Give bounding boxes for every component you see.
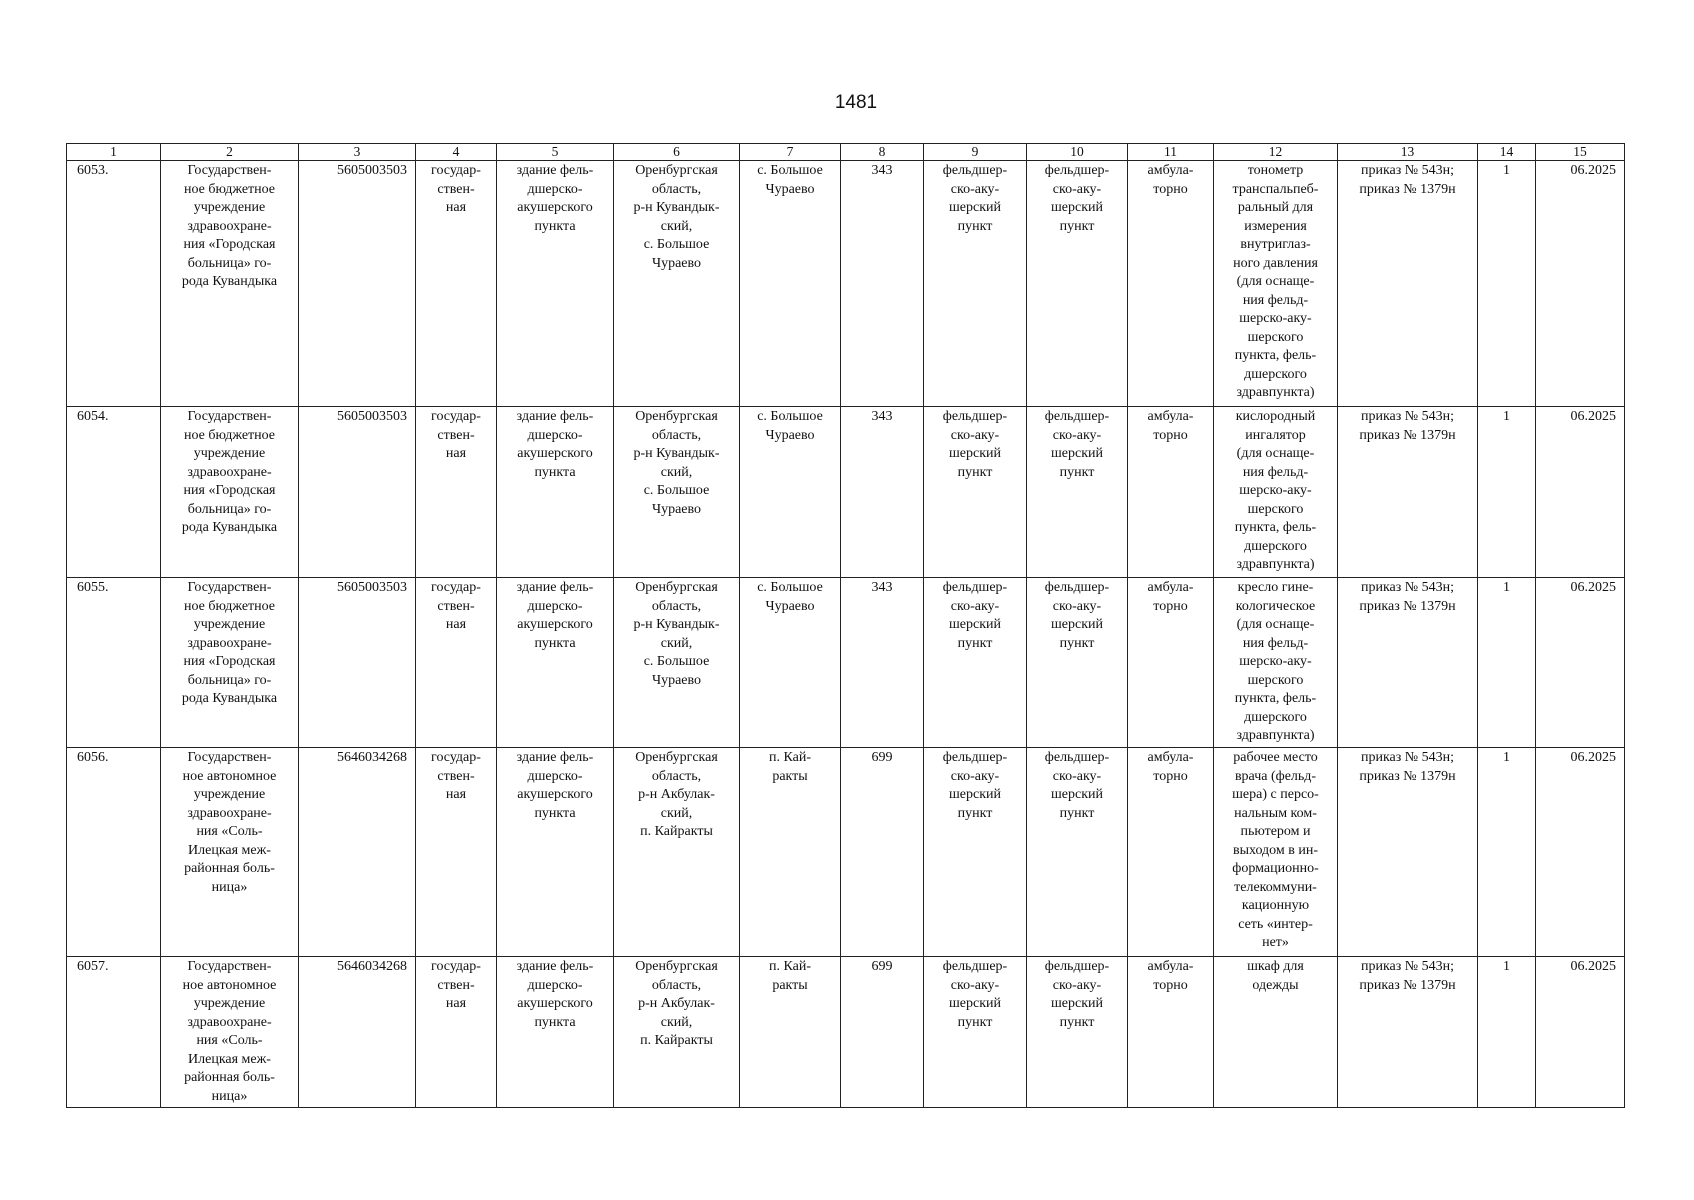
column-header: 10: [1027, 144, 1128, 161]
cell-institution: Государствен- ное автономное учреждение здравоохране- ния «Соль- Илецкая меж- районная боль- ница»: [161, 957, 299, 1108]
cell-inn: 5646034268: [299, 957, 416, 1108]
cell-inn: 5605003503: [299, 161, 416, 407]
cell-address: Оренбургская область, р-н Акбулак- ский, п. Кайракты: [614, 957, 740, 1108]
cell-date: 06.2025: [1536, 748, 1625, 957]
cell-ownership: государ- ствен- ная: [416, 748, 497, 957]
cell-settlement: с. Большое Чураево: [740, 161, 841, 407]
cell-equipment: шкаф для одежды: [1214, 957, 1338, 1108]
column-header: 14: [1478, 144, 1536, 161]
cell-settlement: с. Большое Чураево: [740, 578, 841, 748]
cell-inn: 5646034268: [299, 748, 416, 957]
cell-date: 06.2025: [1536, 161, 1625, 407]
cell-address: Оренбургская область, р-н Кувандык- ский, с. Большое Чураево: [614, 407, 740, 578]
cell-type1: фельдшер- ско-аку- шерский пункт: [924, 161, 1027, 407]
cell-type1: фельдшер- ско-аку- шерский пункт: [924, 957, 1027, 1108]
cell-date: 06.2025: [1536, 407, 1625, 578]
cell-ownership: государ- ствен- ная: [416, 407, 497, 578]
column-number-row: [67, 144, 1625, 161]
cell-order: приказ № 543н; приказ № 1379н: [1338, 161, 1478, 407]
cell-settlement: п. Кай- ракты: [740, 748, 841, 957]
cell-ownership: государ- ствен- ная: [416, 957, 497, 1108]
column-header: 12: [1214, 144, 1338, 161]
table-row: [67, 957, 1625, 1108]
cell-number: 6057.: [67, 957, 161, 1108]
cell-inn: 5605003503: [299, 407, 416, 578]
cell-institution: Государствен- ное бюджетное учреждение здравоохране- ния «Городская больница» го- рода Кувандыка: [161, 161, 299, 407]
cell-building: здание фель- дшерско- акушерского пункта: [497, 161, 614, 407]
column-header: 5: [497, 144, 614, 161]
cell-type2: фельдшер- ско-аку- шерский пункт: [1027, 161, 1128, 407]
cell-care: амбула- торно: [1128, 957, 1214, 1108]
cell-inn: 5605003503: [299, 578, 416, 748]
cell-equipment: рабочее место врача (фельд- шера) с персо- нальным ком- пьютером и выходом в ин- формационно- телекоммуни- кационную сеть «интер- нет»: [1214, 748, 1338, 957]
cell-quantity: 1: [1478, 957, 1536, 1108]
cell-ownership: государ- ствен- ная: [416, 161, 497, 407]
cell-care: амбула- торно: [1128, 407, 1214, 578]
cell-order: приказ № 543н; приказ № 1379н: [1338, 748, 1478, 957]
cell-building: здание фель- дшерско- акушерского пункта: [497, 578, 614, 748]
column-header: 11: [1128, 144, 1214, 161]
cell-type2: фельдшер- ско-аку- шерский пункт: [1027, 957, 1128, 1108]
column-header: 4: [416, 144, 497, 161]
cell-care: амбула- торно: [1128, 578, 1214, 748]
table-row: [67, 161, 1625, 407]
cell-institution: Государствен- ное бюджетное учреждение здравоохране- ния «Городская больница» го- рода Кувандыка: [161, 407, 299, 578]
cell-quantity: 1: [1478, 578, 1536, 748]
table-row: [67, 748, 1625, 957]
cell-order: приказ № 543н; приказ № 1379н: [1338, 578, 1478, 748]
cell-equipment: кислородный ингалятор (для оснаще- ния фельд- шерско-аку- шерского пункта, фель- дшерского здравпункта): [1214, 407, 1338, 578]
cell-care: амбула- торно: [1128, 748, 1214, 957]
cell-number: 6056.: [67, 748, 161, 957]
cell-settlement: п. Кай- ракты: [740, 957, 841, 1108]
cell-order: приказ № 543н; приказ № 1379н: [1338, 957, 1478, 1108]
cell-type2: фельдшер- ско-аку- шерский пункт: [1027, 748, 1128, 957]
column-header: 8: [841, 144, 924, 161]
cell-address: Оренбургская область, р-н Акбулак- ский, п. Кайракты: [614, 748, 740, 957]
cell-building: здание фель- дшерско- акушерского пункта: [497, 748, 614, 957]
column-header: 9: [924, 144, 1027, 161]
cell-population: 343: [841, 407, 924, 578]
cell-quantity: 1: [1478, 407, 1536, 578]
cell-building: здание фель- дшерско- акушерского пункта: [497, 407, 614, 578]
column-header: 7: [740, 144, 841, 161]
cell-institution: Государствен- ное бюджетное учреждение здравоохране- ния «Городская больница» го- рода Кувандыка: [161, 578, 299, 748]
cell-type1: фельдшер- ско-аку- шерский пункт: [924, 578, 1027, 748]
cell-number: 6055.: [67, 578, 161, 748]
cell-equipment: тонометр транспальпеб- ральный для измерения внутриглаз- ного давления (для оснаще- ния фельд- шерско-аку- шерского пункта, фель- дшерского здравпункта): [1214, 161, 1338, 407]
cell-equipment: кресло гине- кологическое (для оснаще- ния фельд- шерско-аку- шерского пункта, фель- дшерского здравпункта): [1214, 578, 1338, 748]
cell-quantity: 1: [1478, 161, 1536, 407]
cell-address: Оренбургская область, р-н Кувандык- ский, с. Большое Чураево: [614, 161, 740, 407]
cell-institution: Государствен- ное автономное учреждение здравоохране- ния «Соль- Илецкая меж- районная боль- ница»: [161, 748, 299, 957]
table-row: [67, 407, 1625, 578]
column-header: 2: [161, 144, 299, 161]
cell-population: 343: [841, 578, 924, 748]
cell-quantity: 1: [1478, 748, 1536, 957]
cell-date: 06.2025: [1536, 957, 1625, 1108]
column-header: 1: [67, 144, 161, 161]
table-row: [67, 578, 1625, 748]
column-header: 13: [1338, 144, 1478, 161]
cell-address: Оренбургская область, р-н Кувандык- ский, с. Большое Чураево: [614, 578, 740, 748]
column-header: 6: [614, 144, 740, 161]
cell-type2: фельдшер- ско-аку- шерский пункт: [1027, 407, 1128, 578]
cell-number: 6054.: [67, 407, 161, 578]
register-table: [66, 143, 1625, 1108]
cell-settlement: с. Большое Чураево: [740, 407, 841, 578]
column-header: 3: [299, 144, 416, 161]
cell-population: 699: [841, 957, 924, 1108]
cell-building: здание фель- дшерско- акушерского пункта: [497, 957, 614, 1108]
cell-type1: фельдшер- ско-аку- шерский пункт: [924, 748, 1027, 957]
cell-care: амбула- торно: [1128, 161, 1214, 407]
column-header: 15: [1536, 144, 1625, 161]
cell-number: 6053.: [67, 161, 161, 407]
cell-type1: фельдшер- ско-аку- шерский пункт: [924, 407, 1027, 578]
page-number: 1481: [834, 92, 878, 113]
cell-ownership: государ- ствен- ная: [416, 578, 497, 748]
cell-population: 699: [841, 748, 924, 957]
cell-population: 343: [841, 161, 924, 407]
cell-type2: фельдшер- ско-аку- шерский пункт: [1027, 578, 1128, 748]
cell-order: приказ № 543н; приказ № 1379н: [1338, 407, 1478, 578]
cell-date: 06.2025: [1536, 578, 1625, 748]
